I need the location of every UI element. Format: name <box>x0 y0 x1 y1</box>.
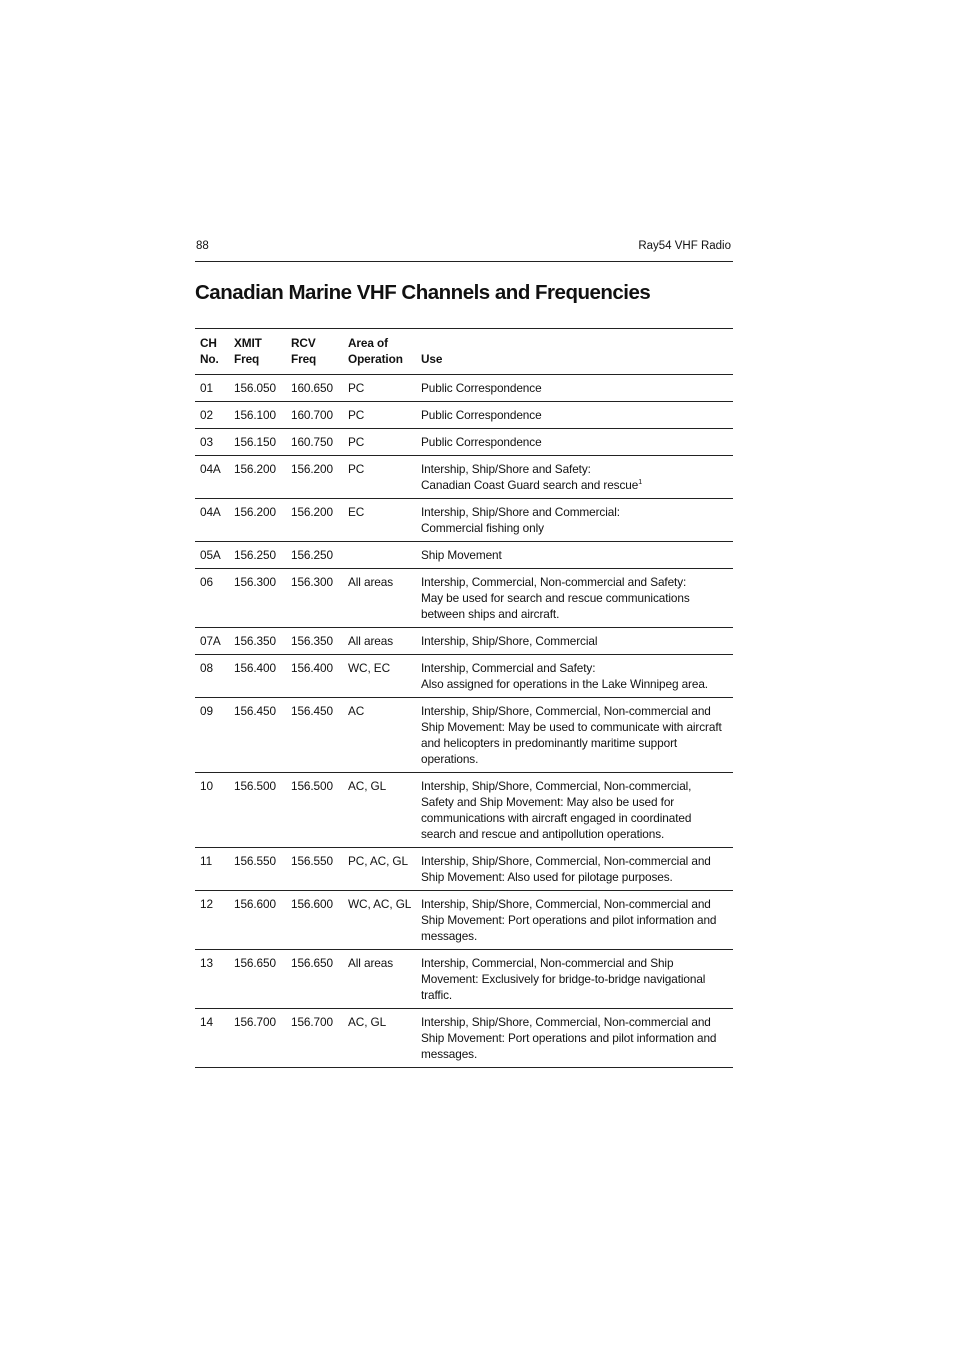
cell-rcv-freq: 160.750 <box>286 429 343 456</box>
table-row <box>195 499 733 542</box>
table-row <box>195 848 733 891</box>
use-text: Intership, Ship/Shore, Commercial, Non-commercial, Safety and Ship Movement: May also be used for communications with aircraft engaged in coordinated search and rescue and antipollution operations. <box>421 779 692 841</box>
column-header-use: Use <box>416 329 733 375</box>
use-text: Intership, Ship/Shore, Commercial <box>421 634 598 648</box>
cell-channel: 07A <box>195 628 229 655</box>
cell-xmit-freq: 156.200 <box>229 499 286 542</box>
table-row <box>195 429 733 456</box>
use-text-detail-text: May be used for search and rescue communications between ships and aircraft. <box>421 591 690 621</box>
use-text: Intership, Commercial and Safety: <box>421 661 596 675</box>
cell-channel: 01 <box>195 375 229 402</box>
table-row <box>195 628 733 655</box>
cell-xmit-freq: 156.450 <box>229 698 286 773</box>
cell-area: WC, EC <box>343 655 416 698</box>
cell-rcv-freq: 156.250 <box>286 542 343 569</box>
column-header-xmit-line2: Freq <box>234 352 260 366</box>
cell-use <box>416 848 733 891</box>
use-text: Ship Movement <box>421 548 502 562</box>
cell-area: PC <box>343 402 416 429</box>
column-header-ch-line1: CH <box>200 336 217 350</box>
cell-use <box>416 773 733 848</box>
cell-area: PC <box>343 456 416 499</box>
cell-channel: 04A <box>195 456 229 499</box>
use-text: Intership, Commercial, Non-commercial and Ship Movement: Exclusively for bridge-to-bridge navigational traffic. <box>421 956 706 1002</box>
cell-area: PC, AC, GL <box>343 848 416 891</box>
use-text-detail-text: Also assigned for operations in the Lake Winnipeg area. <box>421 677 708 691</box>
use-text: Public Correspondence <box>421 381 542 395</box>
use-text-detail <box>421 520 727 536</box>
cell-xmit-freq: 156.550 <box>229 848 286 891</box>
cell-channel: 10 <box>195 773 229 848</box>
cell-area <box>343 542 416 569</box>
footnote-marker: 1 <box>638 479 642 487</box>
cell-channel: 11 <box>195 848 229 891</box>
use-text: Intership, Ship/Shore and Safety: <box>421 462 591 476</box>
column-header-area-line1: Area of <box>348 336 388 350</box>
table-body <box>195 375 733 1068</box>
running-title: Ray54 VHF Radio <box>638 240 731 252</box>
cell-xmit-freq: 156.600 <box>229 891 286 950</box>
cell-use <box>416 402 733 429</box>
table-row <box>195 773 733 848</box>
cell-rcv-freq: 156.200 <box>286 456 343 499</box>
cell-xmit-freq: 156.100 <box>229 402 286 429</box>
cell-rcv-freq: 160.650 <box>286 375 343 402</box>
page-header <box>195 238 733 262</box>
cell-rcv-freq: 156.300 <box>286 569 343 628</box>
cell-use <box>416 569 733 628</box>
table-row <box>195 1009 733 1068</box>
cell-use <box>416 698 733 773</box>
cell-channel: 05A <box>195 542 229 569</box>
cell-area: EC <box>343 499 416 542</box>
use-text: Intership, Ship/Shore and Commercial: <box>421 505 620 519</box>
use-text: Intership, Ship/Shore, Commercial, Non-commercial and Ship Movement: Port operations and pilot information and messages. <box>421 897 717 943</box>
column-header-rcv <box>286 329 343 375</box>
cell-xmit-freq: 156.650 <box>229 950 286 1009</box>
cell-use <box>416 456 733 499</box>
table-row <box>195 542 733 569</box>
cell-channel: 09 <box>195 698 229 773</box>
cell-xmit-freq: 156.700 <box>229 1009 286 1068</box>
cell-channel: 06 <box>195 569 229 628</box>
column-header-area <box>343 329 416 375</box>
cell-rcv-freq: 156.200 <box>286 499 343 542</box>
use-text: Public Correspondence <box>421 408 542 422</box>
use-text-detail <box>421 477 727 493</box>
cell-area: AC, GL <box>343 773 416 848</box>
table-header-row <box>195 329 733 375</box>
use-text: Intership, Commercial, Non-commercial and Safety: <box>421 575 687 589</box>
cell-area: PC <box>343 375 416 402</box>
table-row <box>195 698 733 773</box>
use-text: Intership, Ship/Shore, Commercial, Non-commercial and Ship Movement: May be used to communicate with aircraft and helicopters in predominantly maritime support operations. <box>421 704 722 766</box>
cell-rcv-freq: 156.550 <box>286 848 343 891</box>
table-row <box>195 655 733 698</box>
cell-use <box>416 1009 733 1068</box>
cell-rcv-freq: 156.700 <box>286 1009 343 1068</box>
cell-xmit-freq: 156.050 <box>229 375 286 402</box>
use-text: Intership, Ship/Shore, Commercial, Non-commercial and Ship Movement: Also used for pilotage purposes. <box>421 854 711 884</box>
cell-xmit-freq: 156.250 <box>229 542 286 569</box>
cell-use <box>416 950 733 1009</box>
cell-rcv-freq: 156.400 <box>286 655 343 698</box>
cell-rcv-freq: 156.650 <box>286 950 343 1009</box>
cell-xmit-freq: 156.150 <box>229 429 286 456</box>
page-title: Canadian Marine VHF Channels and Frequencies <box>195 281 651 304</box>
cell-area: PC <box>343 429 416 456</box>
cell-area: WC, AC, GL <box>343 891 416 950</box>
use-text-detail-text: Commercial fishing only <box>421 521 544 535</box>
cell-channel: 02 <box>195 402 229 429</box>
use-text: Intership, Ship/Shore, Commercial, Non-commercial and Ship Movement: Port operations and pilot information and messages. <box>421 1015 717 1061</box>
cell-area: AC <box>343 698 416 773</box>
cell-area: All areas <box>343 628 416 655</box>
cell-xmit-freq: 156.350 <box>229 628 286 655</box>
cell-xmit-freq: 156.500 <box>229 773 286 848</box>
table-row <box>195 375 733 402</box>
channel-frequency-table <box>195 328 733 1068</box>
table-row <box>195 402 733 429</box>
cell-channel: 08 <box>195 655 229 698</box>
cell-channel: 04A <box>195 499 229 542</box>
cell-use <box>416 429 733 456</box>
cell-channel: 13 <box>195 950 229 1009</box>
cell-channel: 12 <box>195 891 229 950</box>
cell-channel: 14 <box>195 1009 229 1068</box>
use-text-detail <box>421 676 727 692</box>
table-row <box>195 569 733 628</box>
column-header-area-line2: Operation <box>348 352 403 366</box>
cell-rcv-freq: 156.450 <box>286 698 343 773</box>
cell-use <box>416 628 733 655</box>
cell-xmit-freq: 156.200 <box>229 456 286 499</box>
cell-area: All areas <box>343 950 416 1009</box>
table-row <box>195 950 733 1009</box>
table-row <box>195 456 733 499</box>
cell-area: All areas <box>343 569 416 628</box>
cell-channel: 03 <box>195 429 229 456</box>
table-row <box>195 891 733 950</box>
cell-rcv-freq: 156.600 <box>286 891 343 950</box>
use-text: Public Correspondence <box>421 435 542 449</box>
page-number: 88 <box>196 240 209 252</box>
column-header-ch-line2: No. <box>200 352 219 366</box>
cell-xmit-freq: 156.300 <box>229 569 286 628</box>
column-header-ch <box>195 329 229 375</box>
column-header-xmit-line1: XMIT <box>234 336 262 350</box>
cell-use <box>416 655 733 698</box>
column-header-xmit <box>229 329 286 375</box>
cell-rcv-freq: 156.350 <box>286 628 343 655</box>
column-header-rcv-line1: RCV <box>291 336 316 350</box>
use-text-detail-text: Canadian Coast Guard search and rescue <box>421 478 639 492</box>
use-text-detail <box>421 590 727 622</box>
column-header-rcv-line2: Freq <box>291 352 317 366</box>
cell-use <box>416 375 733 402</box>
cell-use <box>416 542 733 569</box>
cell-rcv-freq: 160.700 <box>286 402 343 429</box>
cell-use <box>416 891 733 950</box>
cell-xmit-freq: 156.400 <box>229 655 286 698</box>
cell-rcv-freq: 156.500 <box>286 773 343 848</box>
cell-use <box>416 499 733 542</box>
cell-area: AC, GL <box>343 1009 416 1068</box>
